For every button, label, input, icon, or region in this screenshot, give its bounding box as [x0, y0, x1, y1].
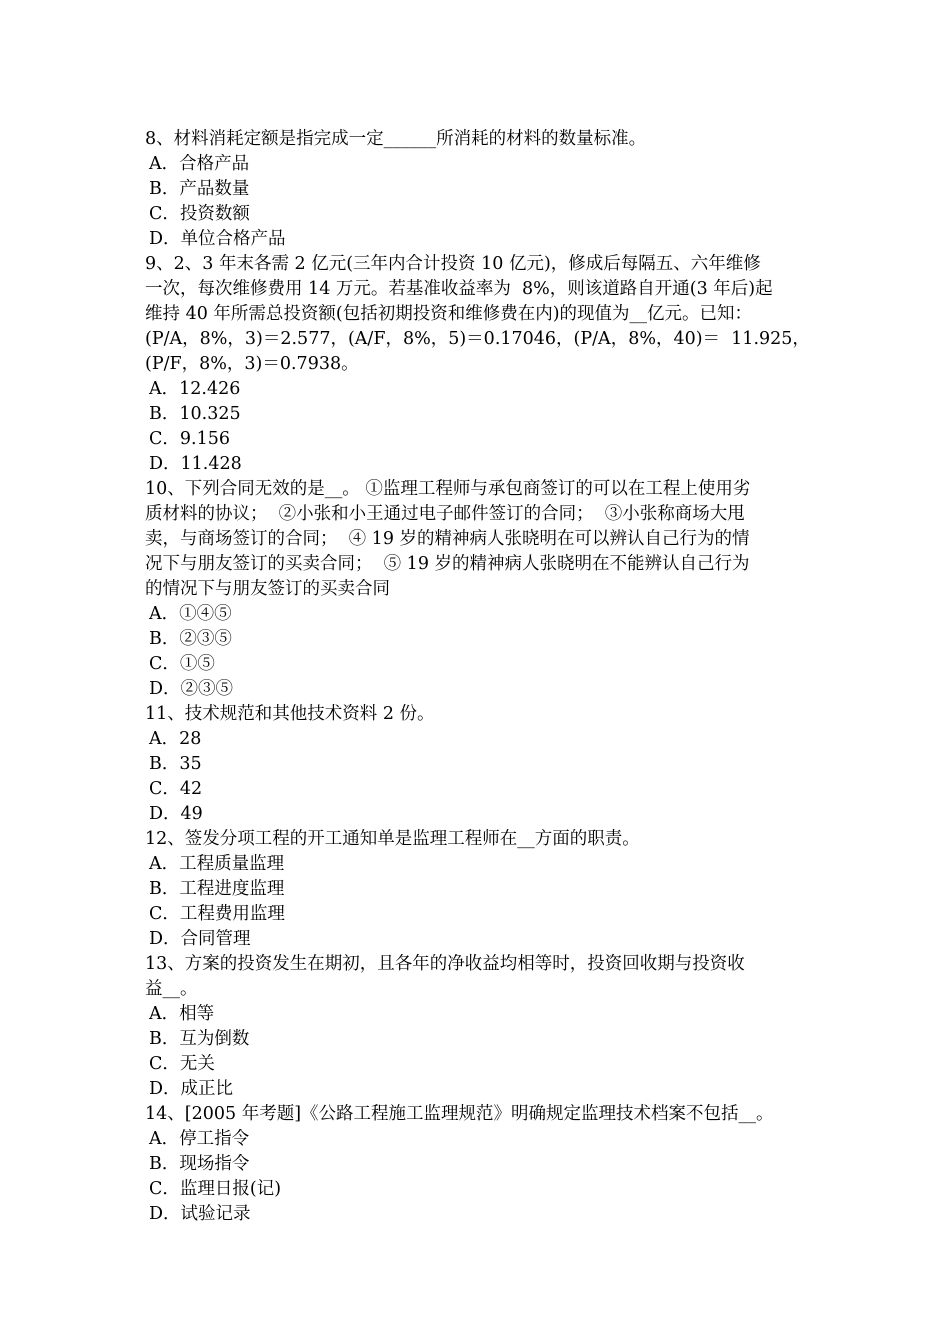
document-page — [145, 127, 810, 1227]
question-stem: 10、下列合同无效的是__。 ①监理工程师与承包商签订的可以在工程上使用劣 — [145, 479, 751, 499]
option-a: A．28 — [149, 729, 202, 749]
option-a: A．工程质量监理 — [149, 854, 285, 874]
question-stem: 14、[2005 年考题]《公路工程施工监理规范》明确规定监理技术档案不包括__。 — [145, 1104, 774, 1124]
question-stem: 11、技术规范和其他技术资料 2 份。 — [145, 704, 435, 724]
question-stem: 质材料的协议； ②小张和小王通过电子邮件签订的合同； ③小张称商场大甩 — [145, 504, 745, 524]
question-stem: 12、签发分项工程的开工通知单是监理工程师在__方面的职责。 — [145, 829, 640, 849]
question-13 — [145, 952, 810, 1102]
option-d: D．合同管理 — [149, 929, 251, 949]
option-a: A．停工指令 — [149, 1129, 250, 1149]
question-9 — [145, 252, 810, 477]
option-c: C．工程费用监理 — [149, 904, 285, 924]
option-c: C．无关 — [149, 1054, 215, 1074]
question-stem: 的情况下与朋友签订的买卖合同 — [145, 579, 390, 599]
question-stem: 9、2、3 年末各需 2 亿元(三年内合计投资 10 亿元)，修成后每隔五、六年维修 — [145, 254, 761, 274]
option-c: C．监理日报(记) — [149, 1179, 282, 1199]
option-a: A．相等 — [149, 1004, 215, 1024]
question-stem: 益__。 — [145, 979, 198, 999]
option-a: A．合格产品 — [149, 154, 250, 174]
option-d: D．49 — [149, 804, 203, 824]
option-d: D．②③⑤ — [149, 679, 234, 699]
option-b: B．②③⑤ — [149, 629, 232, 649]
option-d: D．成正比 — [149, 1079, 234, 1099]
option-d: D．单位合格产品 — [149, 229, 286, 249]
option-b: B．10.325 — [149, 404, 241, 424]
question-stem: (P/A，8%，3)＝2.577，(A/F，8%，5)＝0.17046，(P/A，8%，40)＝ 11.925， — [145, 329, 810, 349]
option-b: B．35 — [149, 754, 202, 774]
question-stem: 维持 40 年所需总投资额(包括初期投资和维修费在内)的现值为__亿元。已知： — [145, 304, 753, 324]
option-b: B．互为倒数 — [149, 1029, 250, 1049]
question-12 — [145, 827, 810, 952]
question-8 — [145, 127, 810, 252]
option-d: D．11.428 — [149, 454, 242, 474]
option-d: D．试验记录 — [149, 1204, 251, 1224]
question-11 — [145, 702, 810, 827]
question-14 — [145, 1102, 810, 1227]
question-stem: (P/F，8%，3)＝0.7938。 — [145, 354, 359, 374]
question-stem: 一次，每次维修费用 14 万元。若基准收益率为 8%，则该道路自开通(3 年后)起 — [145, 279, 773, 299]
option-b: B．产品数量 — [149, 179, 250, 199]
option-a: A．①④⑤ — [149, 604, 232, 624]
option-b: B．工程进度监理 — [149, 879, 285, 899]
option-c: C．投资数额 — [149, 204, 250, 224]
option-c: C．9.156 — [149, 429, 230, 449]
option-c: C．42 — [149, 779, 203, 799]
option-a: A．12.426 — [149, 379, 241, 399]
option-b: B．现场指令 — [149, 1154, 250, 1174]
question-10 — [145, 477, 810, 702]
question-stem: 况下与朋友签订的买卖合同； ⑤ 19 岁的精神病人张晓明在不能辨认自己行为 — [145, 554, 750, 574]
question-stem: 13、方案的投资发生在期初，且各年的净收益均相等时，投资回收期与投资收 — [145, 954, 745, 974]
option-c: C．①⑤ — [149, 654, 215, 674]
question-stem: 8、材料消耗定额是指完成一定______所消耗的材料的数量标准。 — [145, 129, 647, 149]
question-stem: 卖，与商场签订的合同； ④ 19 岁的精神病人张晓明在可以辨认自己行为的情 — [145, 529, 750, 549]
